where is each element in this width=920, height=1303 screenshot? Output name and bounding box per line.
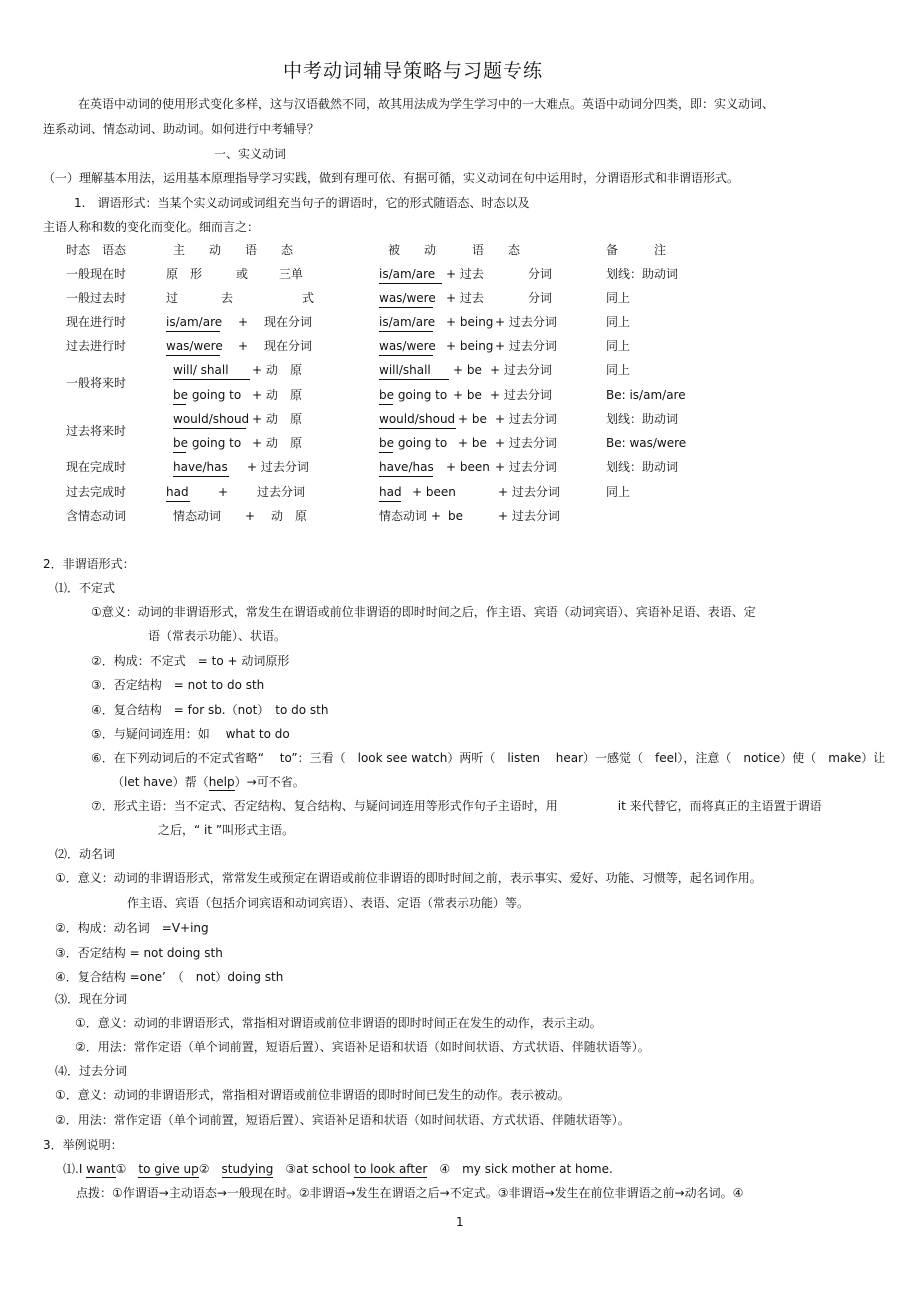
table-cell-active-2: + (238, 339, 249, 353)
active-auxiliary-underline (173, 452, 186, 453)
table-cell-passive-1: was/were (379, 291, 436, 305)
present-participle-line-1: ①．意义：动词的非谓语形式，常指相对谓语或前位非谓语的即时时间正在发生的动作，表示主动。 (75, 1016, 602, 1030)
table-cell-active-1: be going to (173, 388, 242, 402)
table-cell-passive-3: + 过去分词 (498, 485, 560, 499)
table-cell-tense: 一般将来时 (66, 376, 127, 390)
table-cell-passive-2: + being (446, 315, 494, 329)
passive-auxiliary-underline (379, 404, 393, 405)
table-cell-passive-3: 分词 (528, 267, 553, 281)
table-cell-passive-1: was/were (379, 339, 436, 353)
table-cell-active-3: 式 (302, 291, 315, 305)
table-cell-passive-1: is/am/are (379, 267, 436, 281)
table-cell-note: 同上 (606, 339, 631, 353)
example-sentence: ⑴.I want① to give up② studying ③at school to look after ④ my sick mother at home. (63, 1162, 613, 1176)
table-cell-note: Be: was/were (606, 436, 687, 450)
infinitive-line-5: ⑤．与疑问词连用：如 what to do (91, 727, 290, 741)
passive-auxiliary-underline (379, 307, 433, 308)
infinitive-line-6a: ⑥．在下列动词后的不定式省略“ to”：三看（ look see watch）两听（ listen hear）一感觉（ feel），注意（ notice）使（ make）让 (91, 751, 886, 765)
item2-heading: 2．非谓语形式： (43, 557, 135, 571)
table-cell-note: 划线：助动词 (606, 460, 679, 474)
table-cell-note: 同上 (606, 363, 631, 377)
gerund-line-1a: ①．意义：动词的非谓语形式，常常发生或预定在谓语或前位非谓语的即时时间之前，表示事实、爱好、功能、习惯等，起名词作用。 (55, 871, 762, 885)
table-cell-note: Be: is/am/are (606, 388, 686, 402)
table-cell-active-1: 过 (166, 291, 179, 305)
infinitive-line-7b: 之后，“ it ”叫形式主语。 (158, 823, 295, 837)
infinitive-line-7a: ⑦．形式主语：当不定式、否定结构、复合结构、与疑问词连用等形式作句子主语时，用 it 来代替它，而将真正的主语置于谓语 (91, 799, 822, 813)
table-cell-passive-3: + 过去分词 (495, 460, 557, 474)
table-cell-note: 划线：助动词 (606, 267, 679, 281)
table-cell-passive-1: be going to (379, 436, 448, 450)
table-cell-active-1: have/has (173, 460, 228, 474)
passive-auxiliary-underline (379, 283, 442, 284)
table-cell-passive-3: + 过去分词 (495, 315, 557, 329)
table-cell-active-2: + 过去分词 (247, 460, 309, 474)
gerund-line-1b: 作主语、宾语（包括介词宾语和动词宾语）、表语、定语（常表示功能）等。 (127, 896, 530, 910)
active-auxiliary-underline (166, 501, 190, 502)
table-cell-active-3: 原 (290, 412, 303, 426)
past-participle-line-1: ①．意义：动词的非谓语形式，常指相对谓语或前位非谓语的即时时间已发生的动作。表示被动。 (55, 1088, 570, 1102)
infinitive-line-3: ③．否定结构 = not to do sth (91, 678, 265, 692)
table-cell-tense: 过去将来时 (66, 424, 127, 438)
table-cell-tense: 现在完成时 (66, 460, 127, 474)
section-heading: 一、实义动词 (214, 147, 287, 161)
gerund-line-3: ③．否定结构 = not doing sth (55, 946, 223, 960)
infinitive-line-1a: ①意义：动词的非谓语形式，常发生在谓语或前位非谓语的即时时间之后，作主语、宾语（动词宾语）、宾语补足语、表语、定 (91, 605, 756, 619)
table-cell-passive-1: 情态动词 + (379, 509, 441, 523)
table-cell-passive-2: + be (453, 363, 482, 377)
infinitive-line-1b: 语（常表示功能）、状语。 (148, 629, 287, 643)
table-cell-active-1: will/ shall (173, 363, 229, 377)
item1-line-1: 1. 谓语形式：当某个实义动词或词组充当句子的谓语时，它的形式随语态、时态以及 (74, 196, 530, 210)
table-cell-passive-2: + being (446, 339, 494, 353)
table-cell-passive-2: + been (412, 485, 456, 499)
table-cell-active-2: + 动 (252, 388, 278, 402)
table-cell-passive-2: + be (458, 436, 487, 450)
table-cell-active-1: 原 形 (166, 267, 203, 281)
table-cell-tense: 一般现在时 (66, 267, 127, 281)
table-cell-active-1: would/shoud (173, 412, 250, 426)
table-cell-active-3: 动 原 (271, 509, 308, 523)
table-cell-active-2: + (245, 509, 256, 523)
table-cell-passive-1: will/shall (379, 363, 431, 377)
item1-line-2: 主语人称和数的变化而变化。细而言之： (43, 220, 260, 234)
gerund-heading: ⑵．动名词 (55, 847, 116, 861)
table-cell-active-3: 原 (290, 363, 303, 377)
table-header-tense: 时态 语态 (66, 243, 127, 257)
table-cell-active-1: be going to (173, 436, 242, 450)
table-header-note: 备 注 (606, 243, 667, 257)
table-cell-passive-3: + 过去分词 (495, 436, 557, 450)
table-header-active: 主 动 语 态 (173, 243, 294, 257)
example-tip: 点拨：①作谓语→主动语态→一般现在时。②非谓语→发生在谓语之后→不定式。③非谓语→发生在前位非谓语之前→动名词。④ (76, 1186, 744, 1200)
table-cell-active-2: + (238, 315, 249, 329)
table-cell-passive-3: + 过去分词 (490, 363, 552, 377)
table-cell-passive-2: + be (453, 388, 482, 402)
table-cell-passive-1: be going to (379, 388, 448, 402)
gerund-line-2: ②．构成：动名词 =V+ing (55, 921, 209, 935)
table-cell-passive-1: have/has (379, 460, 434, 474)
table-cell-passive-3: + 过去分词 (495, 412, 557, 426)
intro-line-1: 在英语中动词的使用形式变化多样，这与汉语截然不同，故其用法成为学生学习中的一大难点。英语中动词分四类，即：实义动词、 (78, 97, 775, 111)
intro-line-2: 连系动词、情态动词、助动词。如何进行中考辅导？ (43, 122, 320, 136)
page-number: 1 (456, 1215, 464, 1229)
table-cell-note: 划线：助动词 (606, 412, 679, 426)
table-cell-active-2: 去 (221, 291, 234, 305)
passive-auxiliary-underline (379, 355, 433, 356)
table-cell-active-1: was/were (166, 339, 223, 353)
table-cell-active-2: + 动 (252, 436, 278, 450)
table-cell-active-1: 情态动词 (173, 509, 222, 523)
table-cell-note: 同上 (606, 485, 631, 499)
table-cell-passive-2: be (448, 509, 463, 523)
document-title: 中考动词辅导策略与习题专练 (283, 60, 544, 82)
present-participle-heading: ⑶．现在分词 (55, 992, 128, 1006)
item3-heading: 3．举例说明： (43, 1138, 123, 1152)
table-cell-active-3: 现在分词 (264, 315, 313, 329)
table-cell-tense: 过去完成时 (66, 485, 127, 499)
present-participle-line-2: ②．用法：常作定语（单个词前置，短语后置）、宾语补足语和状语（如时间状语、方式状语、伴随状语等）。 (75, 1040, 650, 1054)
table-cell-active-2: + (218, 485, 229, 499)
table-cell-active-1: had (166, 485, 189, 499)
table-cell-active-3: 原 (290, 436, 303, 450)
active-auxiliary-underline (166, 331, 220, 332)
table-cell-passive-2: + 过去 (446, 267, 484, 281)
table-cell-passive-2: + been (446, 460, 490, 474)
table-cell-active-1: is/am/are (166, 315, 223, 329)
table-cell-passive-3: 分词 (528, 291, 553, 305)
table-cell-note: 同上 (606, 291, 631, 305)
active-auxiliary-underline (173, 404, 186, 405)
passive-auxiliary-underline (379, 379, 449, 380)
active-auxiliary-underline (173, 379, 250, 380)
table-cell-active-2: 或 (236, 267, 249, 281)
table-cell-passive-1: had (379, 485, 402, 499)
infinitive-line-4: ④．复合结构 = for sb.（not） to do sth (91, 703, 329, 717)
table-cell-active-3: 现在分词 (264, 339, 313, 353)
passive-auxiliary-underline (379, 476, 433, 477)
passive-auxiliary-underline (379, 501, 401, 502)
past-participle-heading: ⑷．过去分词 (55, 1064, 128, 1078)
table-cell-passive-1: is/am/are (379, 315, 436, 329)
table-cell-tense: 含情态动词 (66, 509, 127, 523)
infinitive-line-2: ②．构成：不定式 = to + 动词原形 (91, 654, 290, 668)
table-cell-active-3: 原 (290, 388, 303, 402)
table-cell-active-3: 三单 (279, 267, 304, 281)
infinitive-heading: ⑴．不定式 (55, 581, 116, 595)
table-cell-passive-1: would/shoud (379, 412, 456, 426)
table-cell-passive-3: + 过去分词 (495, 339, 557, 353)
passive-auxiliary-underline (379, 428, 456, 429)
active-auxiliary-underline (173, 476, 229, 477)
table-cell-passive-2: + be (458, 412, 487, 426)
table-header-passive: 被 动 语 态 (388, 243, 521, 257)
table-cell-active-2: + 动 (252, 412, 278, 426)
table-cell-tense: 现在进行时 (66, 315, 127, 329)
part-one-text: （一）理解基本用法，运用基本原理指导学习实践，做到有理可依、有据可循，实义动词在句中运用时，分谓语形式和非谓语形式。 (43, 171, 740, 185)
table-cell-passive-2: + 过去 (446, 291, 484, 305)
table-cell-tense: 一般过去时 (66, 291, 127, 305)
passive-auxiliary-underline (379, 331, 433, 332)
passive-auxiliary-underline (379, 452, 393, 453)
past-participle-line-2: ②．用法：常作定语（单个词前置，短语后置）、宾语补足语和状语（如时间状语、方式状语、伴随状语等）。 (55, 1113, 630, 1127)
table-cell-tense: 过去进行时 (66, 339, 127, 353)
table-cell-active-2: + 动 (252, 363, 278, 377)
table-cell-passive-3: + 过去分词 (490, 388, 552, 402)
infinitive-line-6b: （let have）帮（help）→可不省。 (112, 775, 305, 789)
table-cell-active-3: 过去分词 (257, 485, 306, 499)
active-auxiliary-underline (173, 428, 246, 429)
table-cell-note: 同上 (606, 315, 631, 329)
table-cell-passive-3: + 过去分词 (498, 509, 560, 523)
active-auxiliary-underline (166, 355, 220, 356)
gerund-line-4: ④．复合结构 =one’ （ not）doing sth (55, 970, 284, 984)
